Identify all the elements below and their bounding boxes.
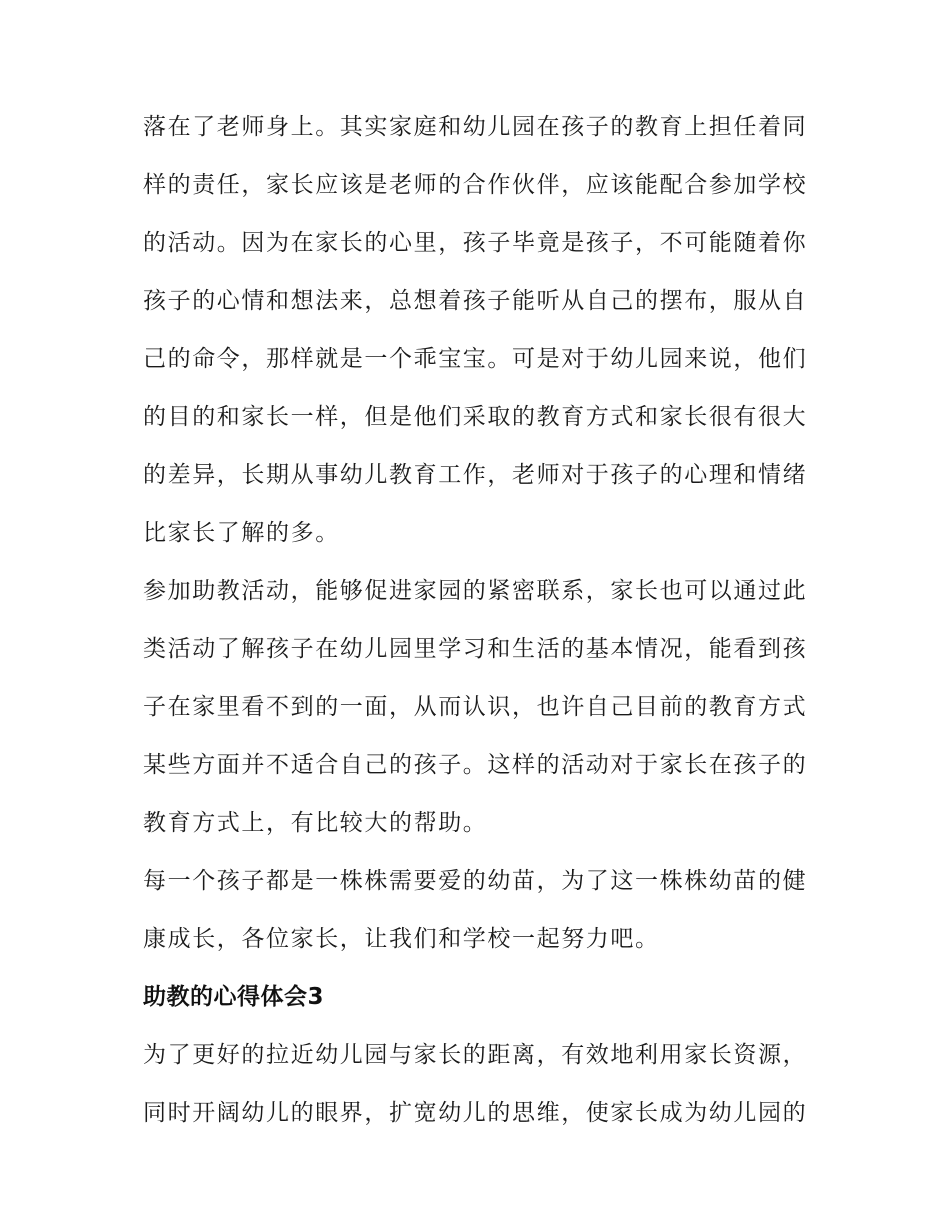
text-line: 比家长了解的多。 [143, 520, 340, 546]
text-line: 康成长，各位家长，让我们和学校一起努力吧。 [143, 926, 660, 952]
text-line: 子在家里看不到的一面，从而认识，也许自己目前的教育方式 [143, 694, 808, 720]
text-line: 参加助教活动，能够促进家园的紧密联系，家长也可以通过此 [143, 578, 808, 604]
section-heading: 助教的心得体会3 [143, 984, 325, 1010]
text-line: 同时开阔幼儿的眼界，扩宽幼儿的思维，使家长成为幼儿园的 [143, 1100, 808, 1126]
document-body [143, 98, 823, 1142]
paragraph-teacher-responsibility [143, 98, 823, 562]
text-line: 每一个孩子都是一株株需要爱的幼苗，为了这一株株幼苗的健 [143, 868, 808, 894]
text-line: 类活动了解孩子在幼儿园里学习和生活的基本情况，能看到孩 [143, 636, 808, 662]
paragraph-closing-distance [143, 1026, 823, 1142]
text-line: 己的命令，那样就是一个乖宝宝。可是对于幼儿园来说，他们 [143, 346, 808, 372]
text-line: 某些方面并不适合自己的孩子。这样的活动对于家长在孩子的 [143, 752, 808, 778]
text-line: 的目的和家长一样，但是他们采取的教育方式和家长很有很大 [143, 404, 808, 430]
paragraph-seedlings [143, 852, 823, 968]
text-line: 为了更好的拉近幼儿园与家长的距离，有效地利用家长资源， [143, 1042, 808, 1068]
text-line: 教育方式上，有比较大的帮助。 [143, 810, 488, 836]
text-line: 孩子的心情和想法来，总想着孩子能听从自己的摆布，服从自 [143, 288, 808, 314]
text-line: 的差异，长期从事幼儿教育工作，老师对于孩子的心理和情绪 [143, 462, 808, 488]
text-line: 样的责任，家长应该是老师的合作伙伴，应该能配合参加学校 [143, 172, 808, 198]
text-line: 落在了老师身上。其实家庭和幼儿园在孩子的教育上担任着同 [143, 114, 808, 140]
text-line: 的活动。因为在家长的心里，孩子毕竟是孩子，不可能随着你 [143, 230, 808, 256]
paragraph-assistant-activity [143, 562, 823, 852]
